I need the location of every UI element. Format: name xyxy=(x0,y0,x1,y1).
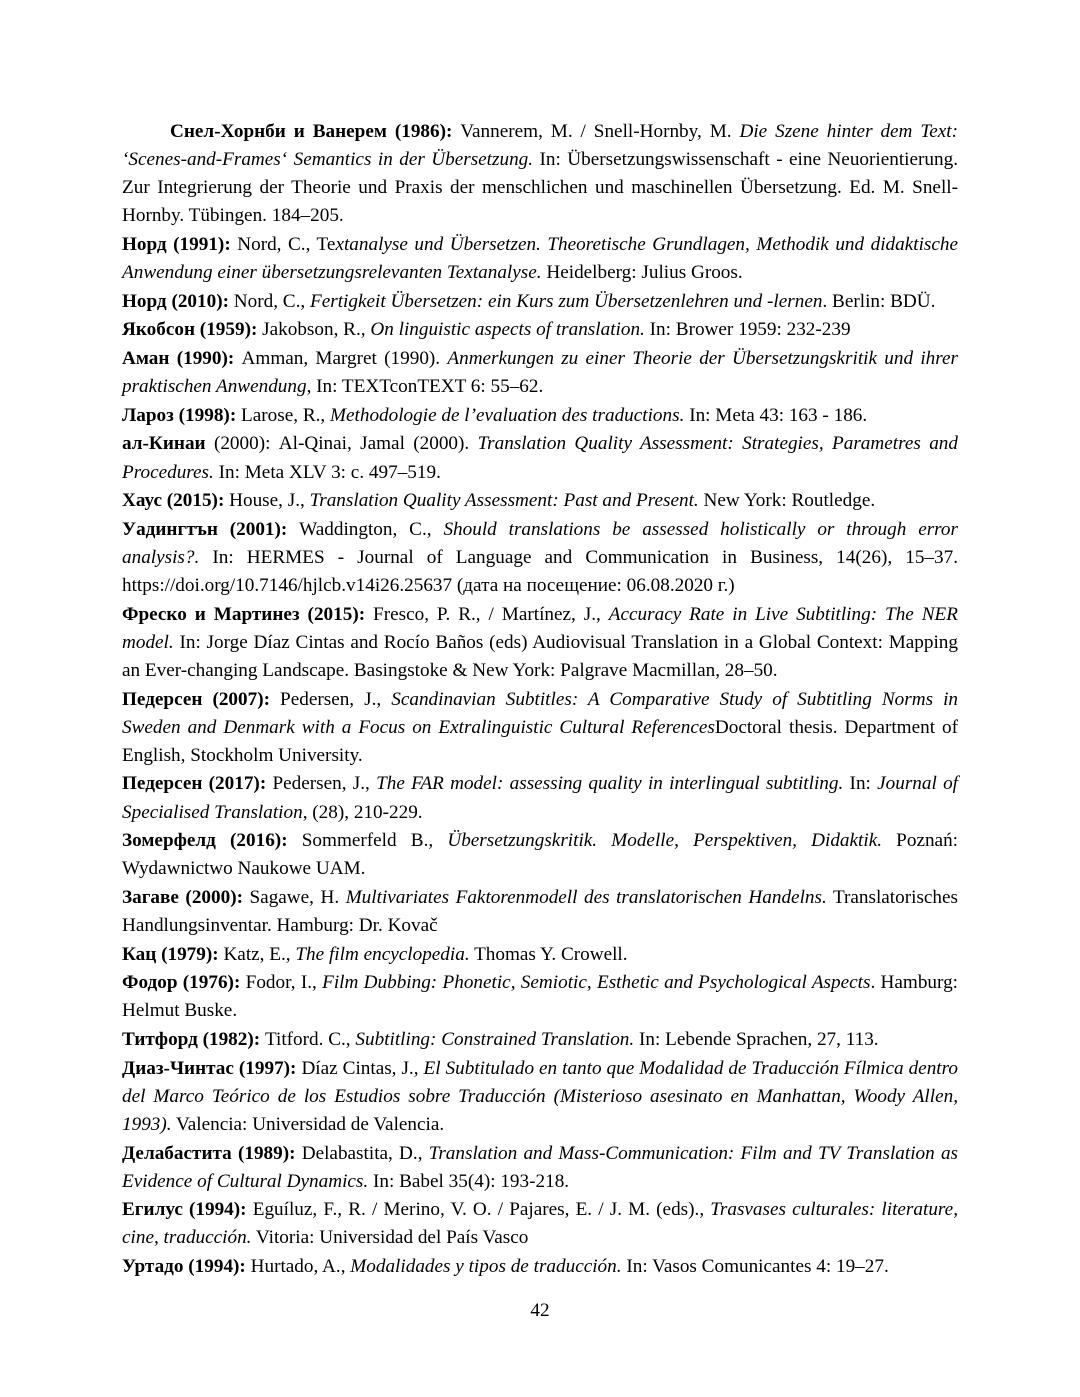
reference-text: In: Übersetzungswissenschaft - eine Neuorientierung. Zur Integrierung der Theorie und Praxis der menschlichen und maschinellen Übersetzung. Ed. M. Snell-Hornby. Tübingen. 184–205. xyxy=(122,149,958,227)
reference-label: Фодор (1976): xyxy=(122,972,241,994)
reference-label: Норд (1991): xyxy=(122,234,231,255)
reference-text: . Hamburg: Helmut Buske. xyxy=(122,972,958,1022)
reference-text: Sagawe, H. xyxy=(242,886,346,908)
bibliography-entry xyxy=(122,402,958,430)
reference-text: Sommerfeld B., xyxy=(287,830,448,852)
bibliography-entry xyxy=(122,316,958,344)
reference-text: Doctoral thesis. Department of English, Stockholm University. xyxy=(122,716,958,766)
page-number: 42 xyxy=(530,1300,550,1321)
reference-text: Nord, C., Te xyxy=(230,234,336,255)
reference-text: Jakobson, R., xyxy=(257,319,371,341)
reference-label: Уадингтън (2001): xyxy=(122,518,288,540)
reference-title-italic: On linguistic aspects of translation. xyxy=(370,319,645,341)
reference-text: In: xyxy=(843,773,878,795)
bibliography-entry xyxy=(122,1055,958,1139)
reference-text: Díaz Cintas, J., xyxy=(296,1057,424,1079)
reference-text: Eguíluz, F., R. / Merino, V. O. / Pajares, E. / J. M. (eds)., xyxy=(246,1199,711,1221)
reference-label: Диаз-Чинтас (1997): xyxy=(122,1057,297,1079)
reference-text: Heidelberg: Julius Groos. xyxy=(541,262,743,284)
reference-text: Waddington, C., xyxy=(287,518,444,540)
reference-label: Делабастита (1989): xyxy=(122,1142,296,1164)
reference-label: Аман (1990): xyxy=(122,348,235,369)
reference-title-italic: Translation Quality Assessment: Strategies, Parametres and Procedures. xyxy=(122,433,958,483)
bibliography-entry xyxy=(122,487,958,515)
reference-title-italic: Journal of Specialised Translation xyxy=(122,773,958,823)
bibliography-entry xyxy=(122,770,958,826)
reference-title-italic: The film encyclopedia. xyxy=(295,943,470,965)
bibliography-entry xyxy=(122,601,958,685)
bibliography-entry xyxy=(122,827,958,883)
bibliography-entry xyxy=(122,345,958,401)
reference-text: Katz, E., xyxy=(218,943,296,965)
reference-label: Кац (1979): xyxy=(122,943,219,965)
reference-text: Vannerem, M. / Snell-Hornby, M. xyxy=(452,121,740,142)
bibliography-entry xyxy=(122,430,958,486)
reference-title-italic: Translation Quality Assessment: Past and Present. xyxy=(309,490,699,512)
reference-text: Pedersen, J., xyxy=(270,688,392,710)
reference-title-italic: Anmerkungen zu einer Theorie der Übersetzungskritik und ihrer praktischen Anwendung xyxy=(122,348,958,398)
reference-text: In: Meta XLV 3: c. 497–519. xyxy=(213,461,441,483)
reference-label: Снел-Хорнби и Ванерем (1986): xyxy=(170,121,453,142)
reference-label: Педерсен (2017): xyxy=(122,773,267,795)
reference-text: Delabastita, D., xyxy=(295,1142,429,1164)
reference-title-italic: Translation and Mass-Communication: Film and TV Translation as Evidence of Cultural Dynamics. xyxy=(122,1142,959,1192)
bibliography-list xyxy=(122,118,958,1281)
reference-title-italic: xtanalyse und Übersetzen. Theoretische Grundlagen, Methodik und didaktische Anwendung einer übersetzungsrelevanten Textanalyse. xyxy=(122,234,959,284)
reference-label: Зомерфелд (2016): xyxy=(122,830,288,852)
reference-text: In: Lebende Sprachen, 27, 113. xyxy=(634,1029,879,1050)
reference-text: In: Babel 35(4): 193-218. xyxy=(368,1170,570,1192)
reference-label: Титфорд (1982): xyxy=(122,1029,261,1050)
reference-label: Лароз (1998): xyxy=(122,404,237,426)
bibliography-entry xyxy=(122,686,958,770)
reference-text: New York: Routledge. xyxy=(698,490,876,512)
bibliography-entry xyxy=(122,1140,958,1196)
bibliography-entry xyxy=(122,288,958,316)
reference-title-italic: Accuracy Rate in Live Subtitling: The NER model. xyxy=(122,603,958,653)
reference-text: Poznań: Wydawnictwo Naukowe UAM. xyxy=(122,830,958,880)
reference-text: Hurtado, A., xyxy=(245,1256,351,1277)
reference-text: Thomas Y. Crowell. xyxy=(469,943,628,965)
bibliography-entry xyxy=(122,941,958,969)
reference-title-italic: El Subtitulado en tanto que Modalidad de Traducción Fílmica dentro del Marco Teórico de los Estudios sobre Traducción (Misterioso asesinato en Manhattan, Woody Allen, 1993). xyxy=(122,1057,958,1135)
reference-label: Педерсен (2007): xyxy=(122,688,270,710)
reference-text: In: Meta 43: 163 - 186. xyxy=(684,404,868,426)
reference-text: In: Vasos Comunicantes 4: 19–27. xyxy=(621,1256,889,1277)
reference-text: Nord, C., xyxy=(228,290,310,312)
reference-label: Уртадо (1994): xyxy=(122,1256,246,1277)
reference-title-italic: Die Szene hinter dem Text: ‘Scenes-and-Frames‘ Semantics in der Übersetzung. xyxy=(122,121,958,171)
reference-text: In: Jorge Díaz Cintas and Rocío Baños (eds) Audiovisual Translation in a Global Context: Mapping an Ever-changing Landscape. Basingstoke & New York: Palgrave Macmillan, 28–50. xyxy=(122,631,958,681)
reference-title-italic: The FAR model: assessing quality in interlingual subtitling. xyxy=(376,773,844,795)
reference-text: , (28), 210-229. xyxy=(302,801,423,823)
reference-label: Фреско и Мартинез (2015): xyxy=(122,603,366,625)
bibliography-entry xyxy=(122,884,958,940)
reference-title-italic: Film Dubbing: Phonetic, Semiotic, Esthetic and Psychological Aspects xyxy=(322,972,871,994)
bibliography-entry xyxy=(122,969,958,1025)
reference-text: . Berlin: BDÜ. xyxy=(822,290,936,312)
reference-text: In: HERMES - Journal of Language and Communication in Business, 14(26), 15–37. https://doi.org/10.7146/hjlcb.v14i26.25637 (дата на посещение: 06.08.2020 г.) xyxy=(122,546,958,596)
reference-text: Vitoria: Universidad del País Vasco xyxy=(251,1227,529,1249)
reference-label: Хаус (2015): xyxy=(122,490,225,512)
reference-text: Pedersen, J., xyxy=(266,773,377,795)
reference-label: Загаве (2000): xyxy=(122,886,243,908)
bibliography-entry xyxy=(122,1196,958,1252)
reference-title-italic: Subtitling: Constrained Translation. xyxy=(355,1029,635,1050)
reference-text: House, J., xyxy=(224,490,310,512)
reference-text: Titford. C., xyxy=(260,1029,356,1050)
bibliography-entry xyxy=(122,1253,958,1281)
reference-title-italic: Multivariates Faktorenmodell des translatorischen Handelns. xyxy=(345,886,827,908)
bibliography-entry xyxy=(122,1026,958,1054)
reference-text: Amman, Margret (1990). xyxy=(234,348,448,369)
reference-text: In: Brower 1959: 232-239 xyxy=(644,319,851,341)
reference-text: Fresco, P. R., / Martínez, J., xyxy=(365,603,609,625)
reference-title-italic: Should translations be assessed holistically or through error analysis?. xyxy=(122,518,958,568)
reference-text: Valencia: Universidad de Valencia. xyxy=(171,1113,445,1135)
reference-title-italic: Methodologie de l’evaluation des traductions. xyxy=(330,404,685,426)
reference-title-italic: Scandinavian Subtitles: A Comparative Study of Subtitling Norms in Sweden and Denmark with a Focus on Extralinguistic Cultural References xyxy=(122,688,958,738)
bibliography-entry xyxy=(122,118,958,231)
bibliography-entry xyxy=(122,231,958,287)
reference-label: Егилус (1994): xyxy=(122,1199,247,1221)
reference-text: Larose, R., xyxy=(236,404,331,426)
reference-text: (2000): Al-Qinai, Jamal (2000). xyxy=(205,433,478,455)
reference-text: , In: TEXTconTEXT 6: 55–62. xyxy=(306,376,544,398)
reference-label: Якобсон (1959): xyxy=(122,319,258,341)
reference-label: ал-Кинаи xyxy=(122,433,206,455)
reference-title-italic: Übersetzungskritik. Modelle, Perspektiven, Didaktik. xyxy=(447,830,883,852)
reference-text: Fodor, I., xyxy=(240,972,323,994)
reference-title-italic: Trasvases culturales: literature, cine, traducción. xyxy=(122,1199,958,1249)
reference-label: Норд (2010): xyxy=(122,290,229,312)
bibliography-entry xyxy=(122,516,958,600)
reference-text: Translatorisches Handlungsinventar. Hamburg: Dr. Kovač xyxy=(122,886,959,936)
reference-title-italic: Fertigkeit Übersetzen: ein Kurs zum Übersetzenlehren und -lernen xyxy=(310,290,823,312)
reference-title-italic: Modalidades y tipos de traducción. xyxy=(350,1256,622,1277)
